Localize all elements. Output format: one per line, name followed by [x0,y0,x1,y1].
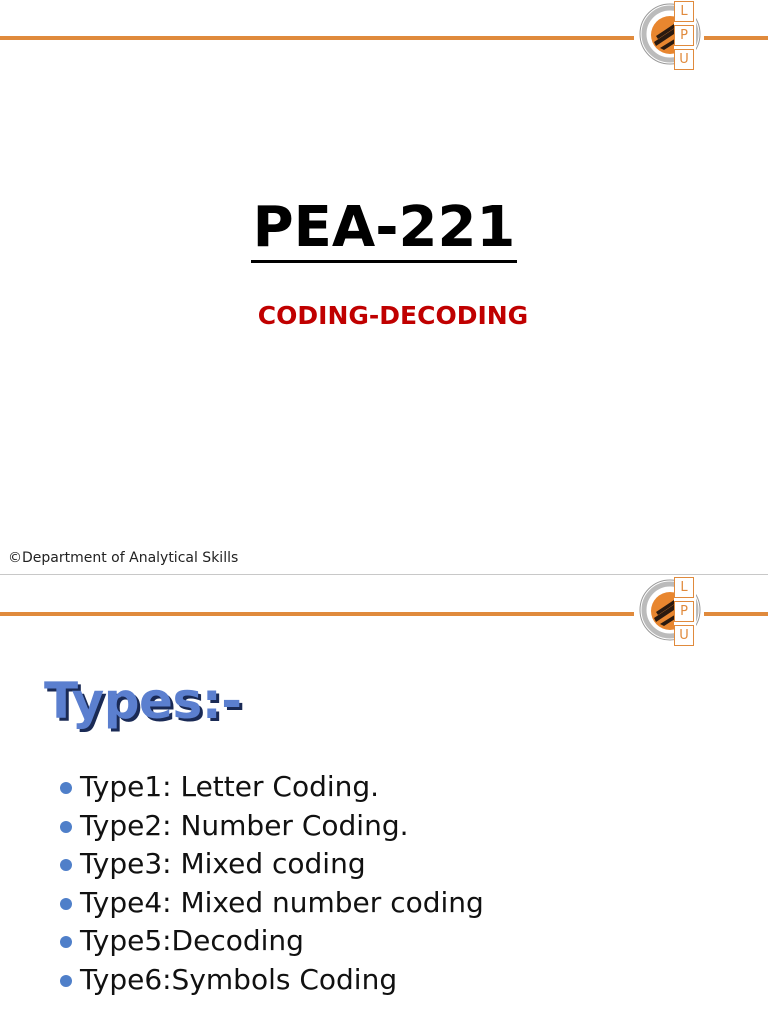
list-item-text: Type4: Mixed number coding [80,885,484,919]
bullet-icon [60,936,72,948]
list-item [58,768,484,807]
slide-subtitle: CODING-DECODING [257,301,529,330]
list-item [58,961,484,1000]
section-heading: Types:- [44,672,242,730]
bullet-icon [60,975,72,987]
logo-letter: L [674,577,694,598]
list-item-text: Type1: Letter Coding. [80,770,380,803]
lpu-letters [674,1,696,71]
bullet-icon [60,782,72,794]
list-item [58,807,484,846]
list-item-text: Type6:Symbols Coding [80,962,398,996]
types-list [58,768,484,999]
lpu-letters [674,577,696,647]
list-item-text: Type2: Number Coding. [80,808,409,842]
bullet-icon [60,821,72,833]
logo-letter: U [674,625,694,646]
list-item [58,845,484,884]
logo-letter: U [674,49,694,70]
logo-letter: L [674,1,694,22]
bullet-icon [60,898,72,910]
types-slide [0,576,768,1024]
lpu-logo [634,576,704,648]
logo-letter: P [674,601,694,622]
bullet-icon [60,859,72,871]
list-item [58,922,484,961]
list-item-text: Type3: Mixed coding [80,847,366,880]
slide-title-text: PEA-221 [251,195,518,263]
logo-letter: P [674,25,694,46]
list-item [58,884,484,923]
lpu-logo [634,0,704,72]
copyright-footer: ©Department of Analytical Skills [8,550,239,566]
slide-title [0,192,768,264]
list-item-text: Type5:Decoding [80,924,304,957]
